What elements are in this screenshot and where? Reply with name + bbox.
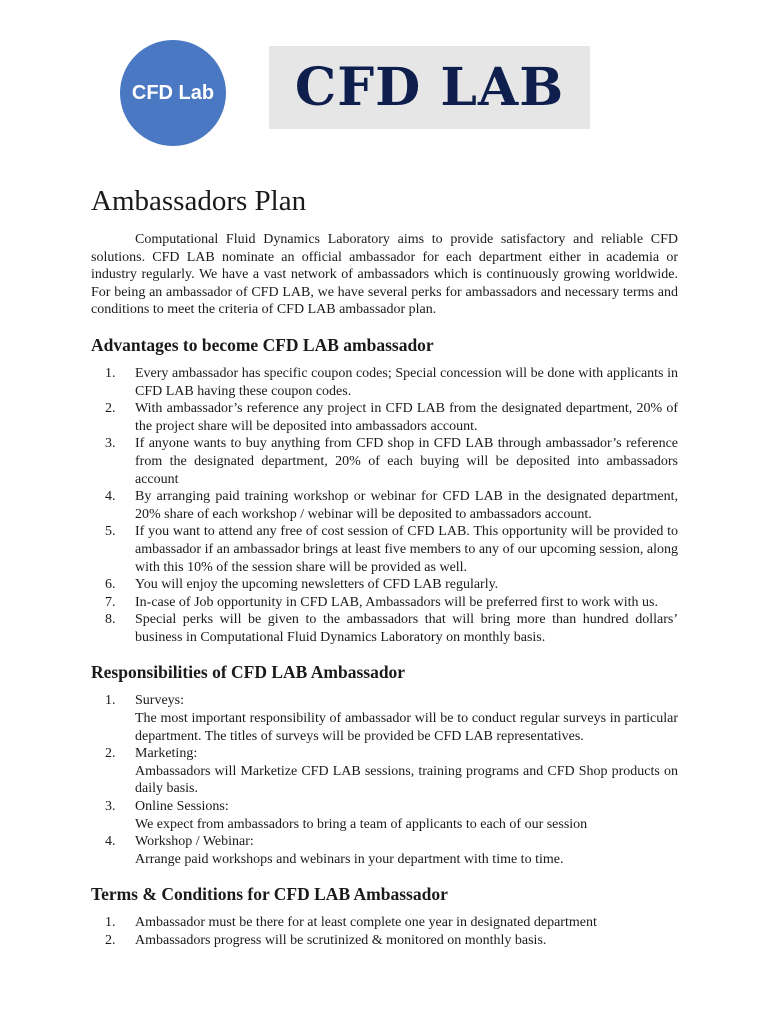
list-item: 4. By arranging paid training workshop or webinar for CFD LAB in the designated department, 20% share of each workshop / webinar will be deposited to ambassadors account. <box>105 489 678 522</box>
list-item: 1. Surveys: The most important responsibility of ambassador will be to conduct regular surveys in particular department. The titles of surveys will be provided be CFD LAB representatives. <box>105 693 678 744</box>
responsibilities-heading: Responsibilities of CFD LAB Ambassador <box>91 662 406 683</box>
list-item: 4. Workshop / Webinar: Arrange paid workshops and webinars in your department with time to time. <box>105 834 564 867</box>
circle-logo-text: CFD Lab <box>131 81 215 104</box>
list-item: 1. Ambassador must be there for at least complete one year in designated department <box>105 915 597 931</box>
list-item: 5. If you want to attend any free of cost session of CFD LAB. This opportunity will be provided to ambassador if an ambassador brings at least five members to any of our upcoming session, along with this 10% of the session share will be provided as well. <box>105 524 678 575</box>
advantages-heading: Advantages to become CFD LAB ambassador <box>91 334 434 355</box>
page-title: Ambassadors Plan <box>91 185 307 217</box>
list-item: 1. Every ambassador has specific coupon codes; Special concession will be done with applicants in CFD LAB having these coupon codes. <box>105 365 678 399</box>
list-item: 6. You will enjoy the upcoming newsletters of CFD LAB regularly. <box>105 577 499 593</box>
banner-logo-text: CFD LAB <box>294 57 565 118</box>
list-item: 3. Online Sessions: We expect from ambassadors to bring a team of applicants to each of our session <box>105 799 588 832</box>
advantages-list <box>91 365 678 647</box>
terms-list <box>91 914 678 949</box>
list-item: 2. With ambassador’s reference any project in CFD LAB from the designated department, 20% of the project share will be deposited into ambassadors account. <box>105 401 678 434</box>
intro-paragraph: Computational Fluid Dynamics Laboratory aims to provide satisfactory and reliable CFD solutions. CFD LAB nominate an official ambassador for each department either in academia or industry regularly. We have a vast network of ambassadors which is continuously growing worldwide. For being an ambassador of CFD LAB, we have several perks for ambassadors and necessary terms and conditions to meet the criteria of CFD LAB ambassador plan. <box>91 232 678 318</box>
cfd-lab-circle-logo <box>120 40 226 146</box>
list-item: 2. Marketing: Ambassadors will Marketize CFD LAB sessions, training programs and CFD Shop products on daily basis. <box>105 746 678 797</box>
list-item: 2. Ambassadors progress will be scrutinized & monitored on monthly basis. <box>105 933 547 948</box>
cfd-lab-banner-logo <box>269 46 590 129</box>
list-item: 7. In-case of Job opportunity in CFD LAB, Ambassadors will be preferred first to work with us. <box>105 594 658 610</box>
responsibilities-list <box>91 692 678 868</box>
terms-heading: Terms & Conditions for CFD LAB Ambassador <box>91 884 448 905</box>
list-item: 8. Special perks will be given to the ambassadors that will bring more than hundred dollars’ business in Computational Fluid Dynamics Laboratory on monthly basis. <box>105 612 678 645</box>
document-body <box>91 183 678 950</box>
list-item: 3. If anyone wants to buy anything from CFD shop in CFD LAB through ambassador’s reference from the designated department, 20% of each buying will be deposited into ambassadors account <box>105 436 678 487</box>
